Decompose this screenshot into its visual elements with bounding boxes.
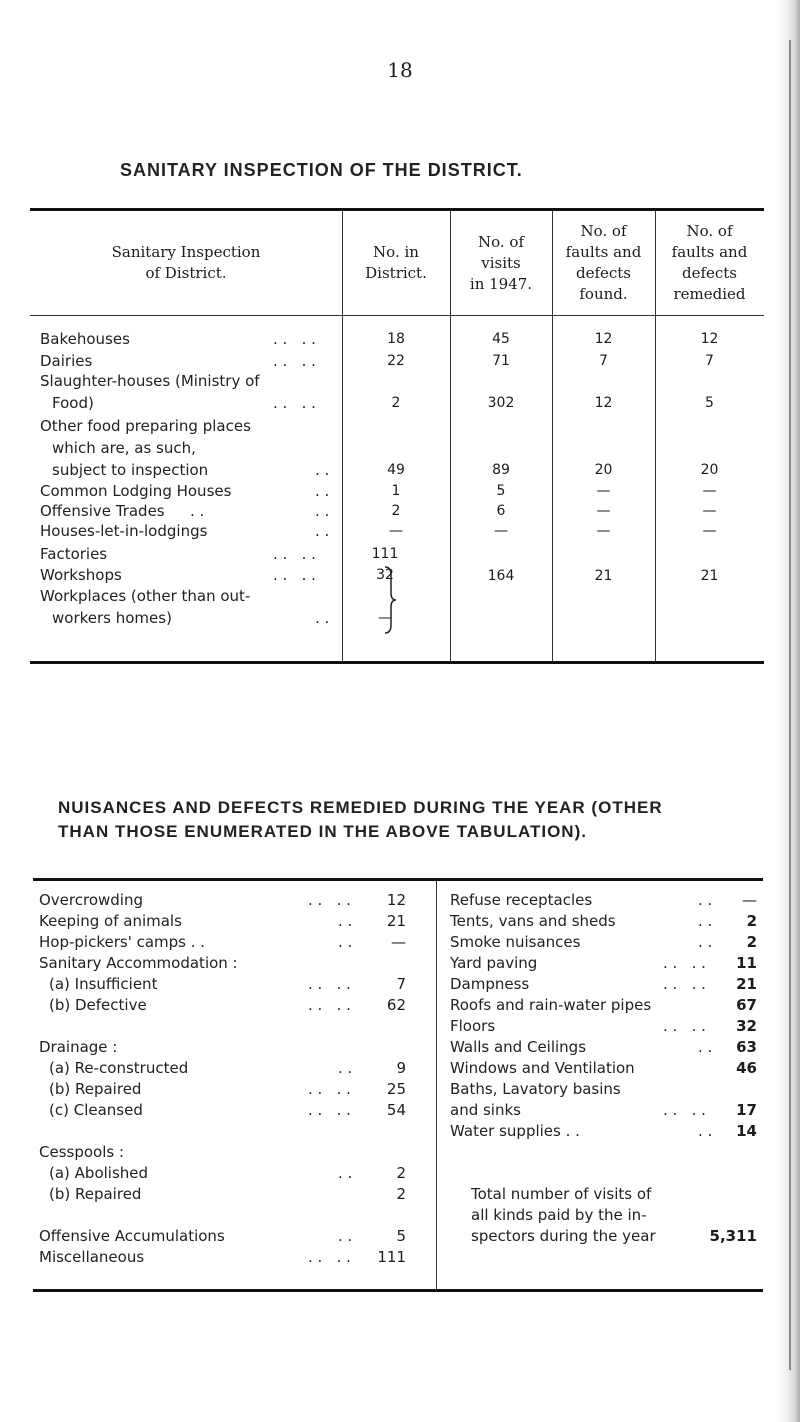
total-visits-label-continued: spectors during the year: [471, 1227, 656, 1245]
nuisance-value: 54: [386, 1101, 406, 1119]
nuisance-label: (a) Re-constructed: [49, 1059, 189, 1077]
nuisance-value: 2: [396, 1164, 406, 1182]
nuisances-table: [33, 878, 763, 1292]
nuisance-label: Walls and Ceilings: [450, 1038, 587, 1056]
row-label: Common Lodging Houses: [40, 482, 232, 500]
cell-remedied: 12: [700, 331, 719, 347]
cell-found: —: [596, 503, 611, 519]
leader-dots: . .: [315, 522, 330, 540]
row-label: Offensive Trades: [40, 502, 165, 520]
row-label: Factories: [40, 545, 108, 563]
total-visits-label: Total number of visits of: [471, 1185, 652, 1203]
leader-dots: . . . .: [663, 954, 706, 972]
cell-found: —: [596, 523, 611, 539]
row-label: Workplaces (other than out-: [40, 587, 251, 605]
leader-dots: . .: [315, 502, 330, 520]
leader-dots: . .: [315, 482, 330, 500]
cell-visits: —: [494, 523, 508, 539]
row-label-continued: Food): [52, 394, 94, 412]
nuisance-label: (c) Cleansed: [49, 1101, 143, 1119]
nuisance-value: 67: [736, 996, 757, 1014]
cell-no-in-district: 49: [387, 462, 405, 478]
nuisance-value: 111: [377, 1248, 406, 1266]
cell-visits: 302: [487, 395, 515, 411]
nuisance-label: Offensive Accumulations: [39, 1227, 225, 1245]
cell-visits: 6: [496, 503, 506, 519]
row-label: Dairies: [40, 352, 93, 370]
nuisance-category: Cesspools :: [39, 1143, 125, 1161]
cell-group-remedied: 21: [700, 568, 719, 584]
cell-group-visits: 164: [487, 568, 515, 584]
leader-dots: . . . .: [273, 566, 316, 584]
leader-dots: . .: [338, 1164, 353, 1182]
header-visits: No. of visits in 1947.: [469, 232, 533, 293]
nuisance-label: Roofs and rain-water pipes: [450, 996, 652, 1014]
nuisance-label: (b) Defective: [49, 996, 147, 1014]
page-number: 18: [387, 58, 413, 82]
sanitary-inspection-table: [30, 208, 764, 664]
cell-visits: 45: [492, 331, 510, 347]
nuisance-value: 2: [746, 912, 757, 930]
leader-dots: . . . .: [273, 352, 316, 370]
nuisance-label: Hop-pickers' camps . .: [39, 933, 206, 951]
nuisance-label: Overcrowding: [39, 891, 143, 909]
row-label: Houses-let-in-lodgings: [40, 522, 208, 540]
cell-remedied: 20: [700, 462, 719, 478]
cell-remedied: —: [702, 483, 717, 499]
leader-dots: . .: [698, 1038, 713, 1056]
nuisance-value: 5: [396, 1227, 406, 1245]
leader-dots: . . . .: [308, 996, 351, 1014]
cell-remedied: —: [702, 503, 717, 519]
cell-no-in-district: —: [389, 523, 403, 539]
leader-dots: . .: [338, 1059, 353, 1077]
cell-visits: 5: [496, 483, 506, 499]
page-edge-shadow: [776, 0, 800, 1422]
leader-dots: . .: [338, 933, 353, 951]
nuisance-value: 2: [746, 933, 757, 951]
nuisance-label: Keeping of animals: [39, 912, 182, 930]
cell-no-in-district: 32: [376, 567, 394, 583]
nuisance-label: Windows and Ventilation: [450, 1059, 635, 1077]
nuisance-label: Yard paving: [450, 954, 538, 972]
page-edge-line: [789, 40, 791, 1370]
leader-dots: . .: [698, 933, 713, 951]
nuisance-value: 21: [386, 912, 406, 930]
nuisance-value: 25: [386, 1080, 406, 1098]
cell-no-in-district: 22: [387, 353, 405, 369]
nuisance-label: and sinks: [450, 1101, 521, 1119]
nuisance-value: 21: [736, 975, 757, 993]
cell-no-in-district: 2: [391, 395, 401, 411]
cell-visits: 89: [492, 462, 510, 478]
row-label: Other food preparing places: [40, 417, 251, 435]
total-visits-label-continued: all kinds paid by the in-: [471, 1206, 647, 1224]
nuisance-value: 62: [386, 996, 406, 1014]
nuisance-value: —: [742, 891, 757, 909]
cell-no-in-district: —: [378, 610, 392, 626]
leader-dots: . . . .: [273, 394, 316, 412]
nuisance-label: Baths, Lavatory basins: [450, 1080, 621, 1098]
nuisance-value: 2: [396, 1185, 406, 1203]
leader-dots: . . . .: [308, 1248, 351, 1266]
nuisance-value: 17: [736, 1101, 757, 1119]
page-title: SANITARY INSPECTION OF THE DISTRICT.: [120, 160, 523, 180]
column-divider: [436, 881, 437, 1289]
cell-found: —: [596, 483, 611, 499]
row-label: Workshops: [40, 566, 122, 584]
group-brace-icon: [383, 565, 397, 635]
nuisance-label: Tents, vans and sheds: [450, 912, 616, 930]
nuisance-value: 12: [386, 891, 406, 909]
leader-dots: . . . .: [308, 1101, 351, 1119]
leader-dots: . . . .: [273, 330, 316, 348]
nuisance-category: Sanitary Accommodation :: [39, 954, 238, 972]
nuisance-label: (a) Insufficient: [49, 975, 158, 993]
leader-dots: . . . .: [308, 891, 351, 909]
nuisance-label: (b) Repaired: [49, 1080, 142, 1098]
row-label: Bakehouses: [40, 330, 130, 348]
nuisance-label: Miscellaneous: [39, 1248, 145, 1266]
leader-dots: . .: [698, 912, 713, 930]
cell-no-in-district: 18: [387, 331, 405, 347]
cell-found: 12: [594, 395, 613, 411]
nuisance-label: (a) Abolished: [49, 1164, 149, 1182]
nuisance-label: Water supplies . .: [450, 1122, 580, 1140]
header-defects-remedied: No. of faults and defects remedied: [671, 222, 748, 303]
nuisance-label: Refuse receptacles: [450, 891, 593, 909]
section-title-line-2: THAN THOSE ENUMERATED IN THE ABOVE TABULATION).: [58, 822, 587, 841]
nuisance-label: Dampness: [450, 975, 530, 993]
nuisance-value: 46: [736, 1059, 757, 1077]
nuisance-label: Floors: [450, 1017, 496, 1035]
nuisance-category: Drainage :: [39, 1038, 118, 1056]
header-defects-found: No. of faults and defects found.: [565, 222, 642, 303]
leader-dots: . .: [338, 912, 353, 930]
cell-remedied: 7: [705, 353, 714, 369]
cell-no-in-district: 1: [391, 483, 401, 499]
nuisance-value: 9: [396, 1059, 406, 1077]
leader-dots: . .: [338, 1227, 353, 1245]
header-no-in-district: No. in District.: [365, 243, 427, 282]
leader-dots: . . . .: [663, 1017, 706, 1035]
nuisance-value: 32: [736, 1017, 757, 1035]
leader-dots: . .: [315, 609, 330, 627]
cell-no-in-district: 111: [371, 546, 399, 562]
cell-visits: 71: [492, 353, 510, 369]
header-sanitary-inspection: Sanitary Inspection of District.: [111, 243, 261, 282]
header-rule: [30, 315, 764, 316]
leader-dots: . . . .: [273, 545, 316, 563]
nuisance-label: (b) Repaired: [49, 1185, 142, 1203]
total-visits-value: 5,311: [709, 1227, 757, 1245]
nuisance-value: 63: [736, 1038, 757, 1056]
nuisance-value: 14: [736, 1122, 757, 1140]
leader-dots: . .: [698, 1122, 713, 1140]
row-label-continued: workers homes): [52, 609, 172, 627]
row-label-continued: subject to inspection: [52, 461, 209, 479]
leader-dots: . . . .: [308, 975, 351, 993]
leader-dots: . . . .: [308, 1080, 351, 1098]
section-title-line-1: NUISANCES AND DEFECTS REMEDIED DURING THE YEAR (OTHER: [58, 798, 663, 817]
leader-dots: . .: [190, 502, 205, 520]
cell-found: 20: [594, 462, 613, 478]
cell-remedied: 5: [705, 395, 714, 411]
leader-dots: . . . .: [663, 1101, 706, 1119]
nuisance-value: 7: [396, 975, 406, 993]
cell-no-in-district: 2: [391, 503, 401, 519]
cell-found: 12: [594, 331, 613, 347]
cell-remedied: —: [702, 523, 717, 539]
cell-found: 7: [599, 353, 608, 369]
cell-group-found: 21: [594, 568, 613, 584]
row-label: Slaughter-houses (Ministry of: [40, 372, 260, 390]
leader-dots: . .: [698, 891, 713, 909]
nuisance-value: —: [391, 933, 406, 951]
row-label-continued: which are, as such,: [52, 439, 196, 457]
leader-dots: . . . .: [663, 975, 706, 993]
nuisance-label: Smoke nuisances: [450, 933, 581, 951]
nuisance-value: 11: [736, 954, 757, 972]
leader-dots: . .: [315, 461, 330, 479]
